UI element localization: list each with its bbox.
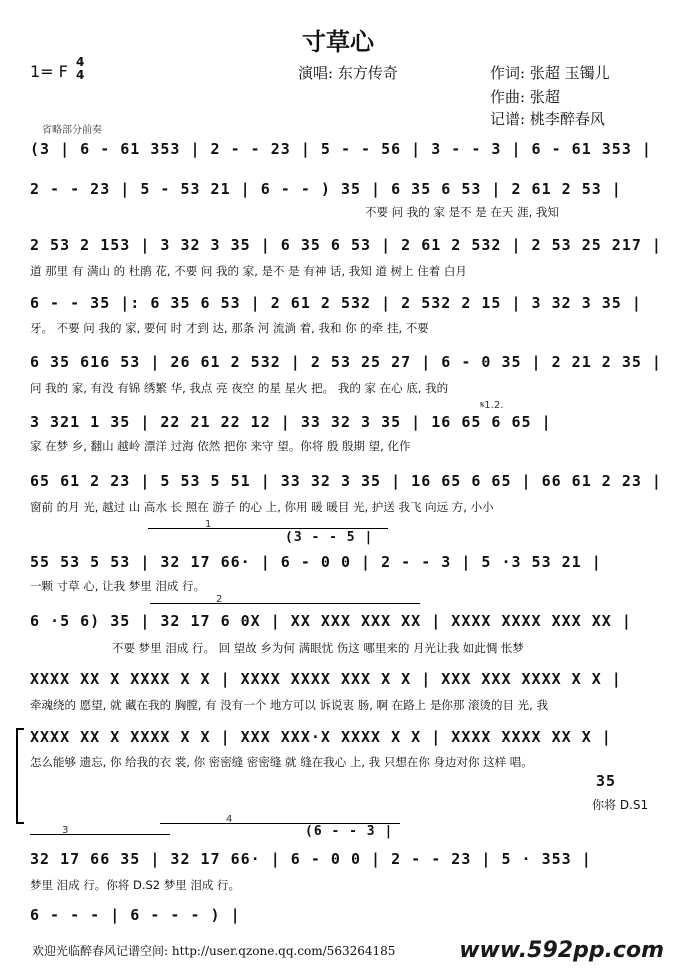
score-row-5: 6 35 616 53 | 26 61 2 532 | 2 53 25 27 | 6 - 0 35 | 2 21 2 35 | [30,353,662,371]
score-row-3: 2 53 2 153 | 3 32 3 35 | 6 35 6 53 | 2 61 2 532 | 2 53 25 217 | [30,236,662,254]
score-row-1: (3 | 6 - 61 353 | 2 - - 23 | 5 - - 56 | 3 - - 3 | 6 - 61 353 | [30,140,652,158]
score-row-9: 6 ·5 6) 35 | 32 17 6 0X | XX XXX XXX XX | XXXX XXXX XXX XX | [30,612,632,630]
lyric-row-2: 不要 问 我的 家 是不 是 在天 涯, 我知 [365,205,559,219]
ending-notes: (3 - - 5 | [285,530,374,545]
lyric-row-4: 牙。 不要 问 我的 家, 要何 时 才到 达, 那条 河 流淌 着, 我和 你 的牵 挂, 不要 [30,321,429,335]
lyric-row-11: 怎么能够 遗忘, 你 给我的衣 裳, 你 密密缝 密密缝 就 缝在我心 上, 我 只想在你 身边对你 这样 唱。 [30,755,533,769]
score-row-6: 3 321 1 35 | 22 21 22 12 | 33 32 3 35 | 16 65 6 65 | [30,413,552,431]
song-title: 寸草心 [302,27,374,56]
time-signature [76,56,84,82]
intro-note: 省略部分前奏 [42,125,102,136]
volta-2: 2 [216,594,223,605]
ds1-lyric: 你将 D.S1 [592,798,649,812]
score-row-10: XXXX XX X XXXX X X | XXXX XXXX XXX X X | XXX XXX XXXX X X | [30,670,622,688]
site-logo: www.592pp.com [459,938,664,963]
meter-top: 4 [76,55,85,69]
volta-3: 3 [62,825,69,836]
lyric-row-5: 问 我的 家, 有没 有锦 绣繁 华, 我点 亮 夜空 的星 星火 把。 我的 家 在心 底, 我的 [30,381,449,395]
volta-line-1 [148,528,388,529]
score-row-7: 65 61 2 23 | 5 53 5 51 | 33 32 3 35 | 16 65 6 65 | 66 61 2 23 | [30,472,662,490]
volta-line-2 [150,603,420,604]
repeat-brace [16,728,24,824]
score-row-13: 6 - - - | 6 - - - ) | [30,906,241,924]
lyric-row-3: 道 那里 有 满山 的 杜鹃 花, 不要 问 我的 家, 是不 是 有神 话, 我知 道 树上 住着 白月 [30,264,467,278]
lyric-row-7: 窗前 的月 光, 越过 山 高水 长 照在 游子 的心 上, 你用 暖 暖目 光, 护送 我飞 向远 方, 小小 [30,500,494,514]
lyric-row-12: 梦里 泪成 行。你将 D.S2 梦里 泪成 行。 [30,878,241,892]
lyricist: 作词: 张超 玉镯儿 [490,64,610,82]
singer: 演唱: 东方传奇 [298,64,398,82]
lyric-row-8: 一颗 寸草 心, 让我 梦里 泪成 行。 [30,579,206,593]
score-row-2: 2 - - 23 | 5 - 53 21 | 6 - - ) 35 | 6 35 6 53 | 2 61 2 53 | [30,180,622,198]
volta-4: 4 [226,814,233,825]
segno-mark: 𝄋1.2. [480,400,504,411]
key-signature: 1= F [30,62,68,81]
ending-notes-2: (6 - - 3 | [305,824,394,839]
lyric-row-10: 牵魂绕的 愿望, 就 藏在我的 胸膛, 有 没有一个 地方可以 诉说衷 肠, 啊 在路上 是你那 滚烫的目 光, 我 [30,698,548,712]
score-row-8: 55 53 5 53 | 32 17 66· | 6 - 0 0 | 2 - - 3 | 5 ·3 53 21 | [30,553,602,571]
lyric-row-6: 家 在梦 乡, 翻山 越岭 漂洋 过海 依然 把你 来守 望。你将 殷 殷期 望, 化作 [30,439,411,453]
score-row-4: 6 - - 35 |: 6 35 6 53 | 2 61 2 532 | 2 532 2 15 | 3 32 3 35 | [30,294,642,312]
score-row-11: XXXX XX X XXXX X X | XXX XXX·X XXXX X X | XXXX XXXX XX X | [30,728,612,746]
transcriber: 记谱: 桃李醉春风 [490,110,605,128]
volta-line-3 [30,834,170,835]
lyric-row-9: 不要 梦里 泪成 行。 回 望故 乡为何 满眼忧 伤这 哪里来的 月光让我 如此惆 怅梦 [112,641,524,655]
score-row-12: 32 17 66 35 | 32 17 66· | 6 - 0 0 | 2 - - 23 | 5 · 353 | [30,850,592,868]
ds1-notes: 35 [596,772,617,790]
composer: 作曲: 张超 [490,88,560,106]
footer-welcome: 欢迎光临醉春风记谱空间: http://user.qzone.qq.com/563264185 [32,944,396,958]
volta-1: 1 [205,519,212,530]
meter-bottom: 4 [76,68,85,82]
